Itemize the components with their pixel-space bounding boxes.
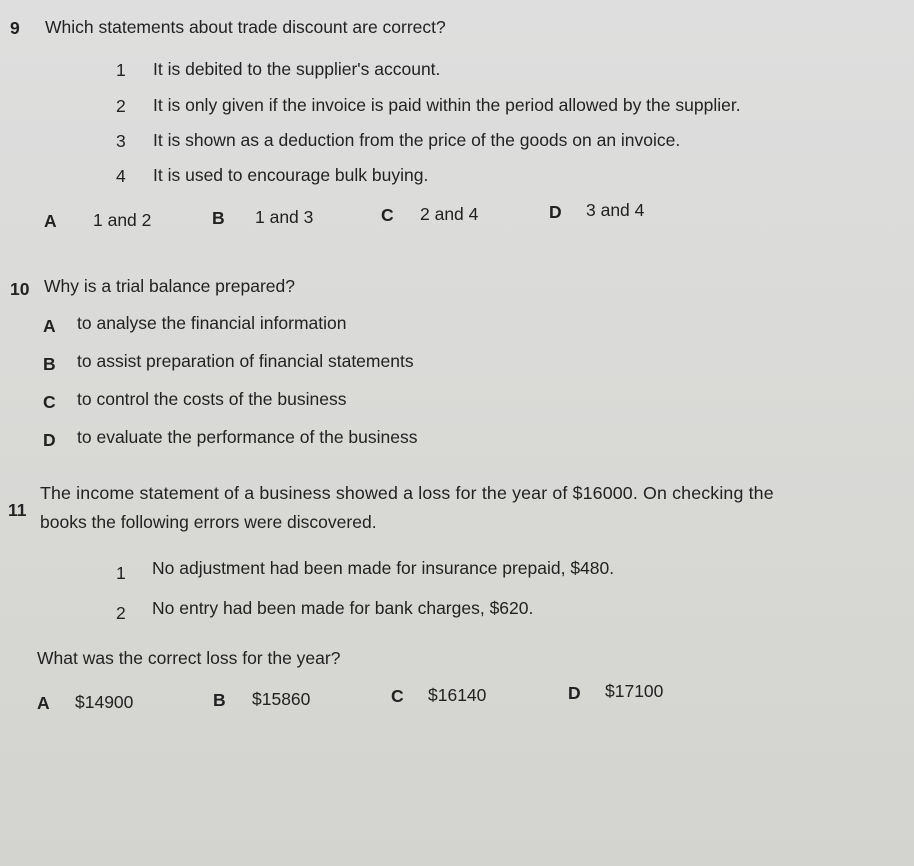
q11-error-1-text: No adjustment had been made for insurance prepaid, $480. [152, 558, 615, 578]
q11-error-2-text: No entry had been made for bank charges, $620. [152, 598, 534, 618]
q9-statement-3-text: It is shown as a deduction from the price of the goods on an invoice. [153, 130, 681, 150]
q10-option-d-text: to evaluate the performance of the business [77, 427, 418, 447]
q10-option-b-text: to assist preparation of financial statements [77, 351, 414, 371]
q9-statement-4-text: It is used to encourage bulk buying. [153, 165, 429, 185]
q11-text-line-2: books the following errors were discovered. [40, 512, 377, 532]
q10-text: Why is a trial balance prepared? [44, 276, 295, 296]
q9-option-c-label: C [381, 205, 394, 225]
q11-option-a-text: $14900 [75, 692, 134, 712]
q10-option-b-label: B [43, 354, 56, 374]
q9-number: 9 [10, 18, 20, 38]
q10-option-a-label: A [43, 316, 56, 336]
q9-statement-2-number: 2 [116, 96, 126, 116]
q10-option-d-label: D [43, 430, 56, 450]
q10-option-a-text: to analyse the financial information [77, 313, 347, 333]
q9-option-c-text: 2 and 4 [420, 204, 479, 224]
q11-option-c-label: C [391, 686, 404, 706]
q9-option-b-label: B [212, 208, 225, 228]
q9-option-a-label: A [44, 211, 57, 231]
q9-text: Which statements about trade discount are correct? [45, 17, 446, 37]
q9-option-a-text: 1 and 2 [93, 210, 152, 230]
q9-statement-3-number: 3 [116, 131, 126, 151]
q11-option-d-text: $17100 [605, 681, 664, 701]
q11-error-2-number: 2 [116, 603, 126, 623]
q9-statement-1-text: It is debited to the supplier's account. [153, 59, 441, 79]
q9-option-d-text: 3 and 4 [586, 200, 645, 220]
q10-option-c-text: to control the costs of the business [77, 389, 347, 409]
q9-statement-4-number: 4 [116, 166, 126, 186]
q11-option-c-text: $16140 [428, 685, 487, 705]
q10-number: 10 [10, 279, 30, 299]
q11-error-1-number: 1 [116, 563, 126, 583]
q10-option-c-label: C [43, 392, 56, 412]
q11-option-b-label: B [213, 690, 226, 710]
q9-statement-2-text: It is only given if the invoice is paid within the period allowed by the supplier. [153, 95, 741, 115]
q9-statement-1-number: 1 [116, 60, 126, 80]
q9-option-d-label: D [549, 202, 562, 222]
q11-question: What was the correct loss for the year? [37, 648, 341, 668]
q11-text-line-1: The income statement of a business showed a loss for the year of $16000. On checking the [40, 483, 774, 503]
q11-option-b-text: $15860 [252, 689, 311, 709]
q11-number: 11 [8, 500, 27, 520]
q11-option-d-label: D [568, 683, 581, 703]
q9-option-b-text: 1 and 3 [255, 207, 314, 227]
q11-option-a-label: A [37, 693, 50, 713]
